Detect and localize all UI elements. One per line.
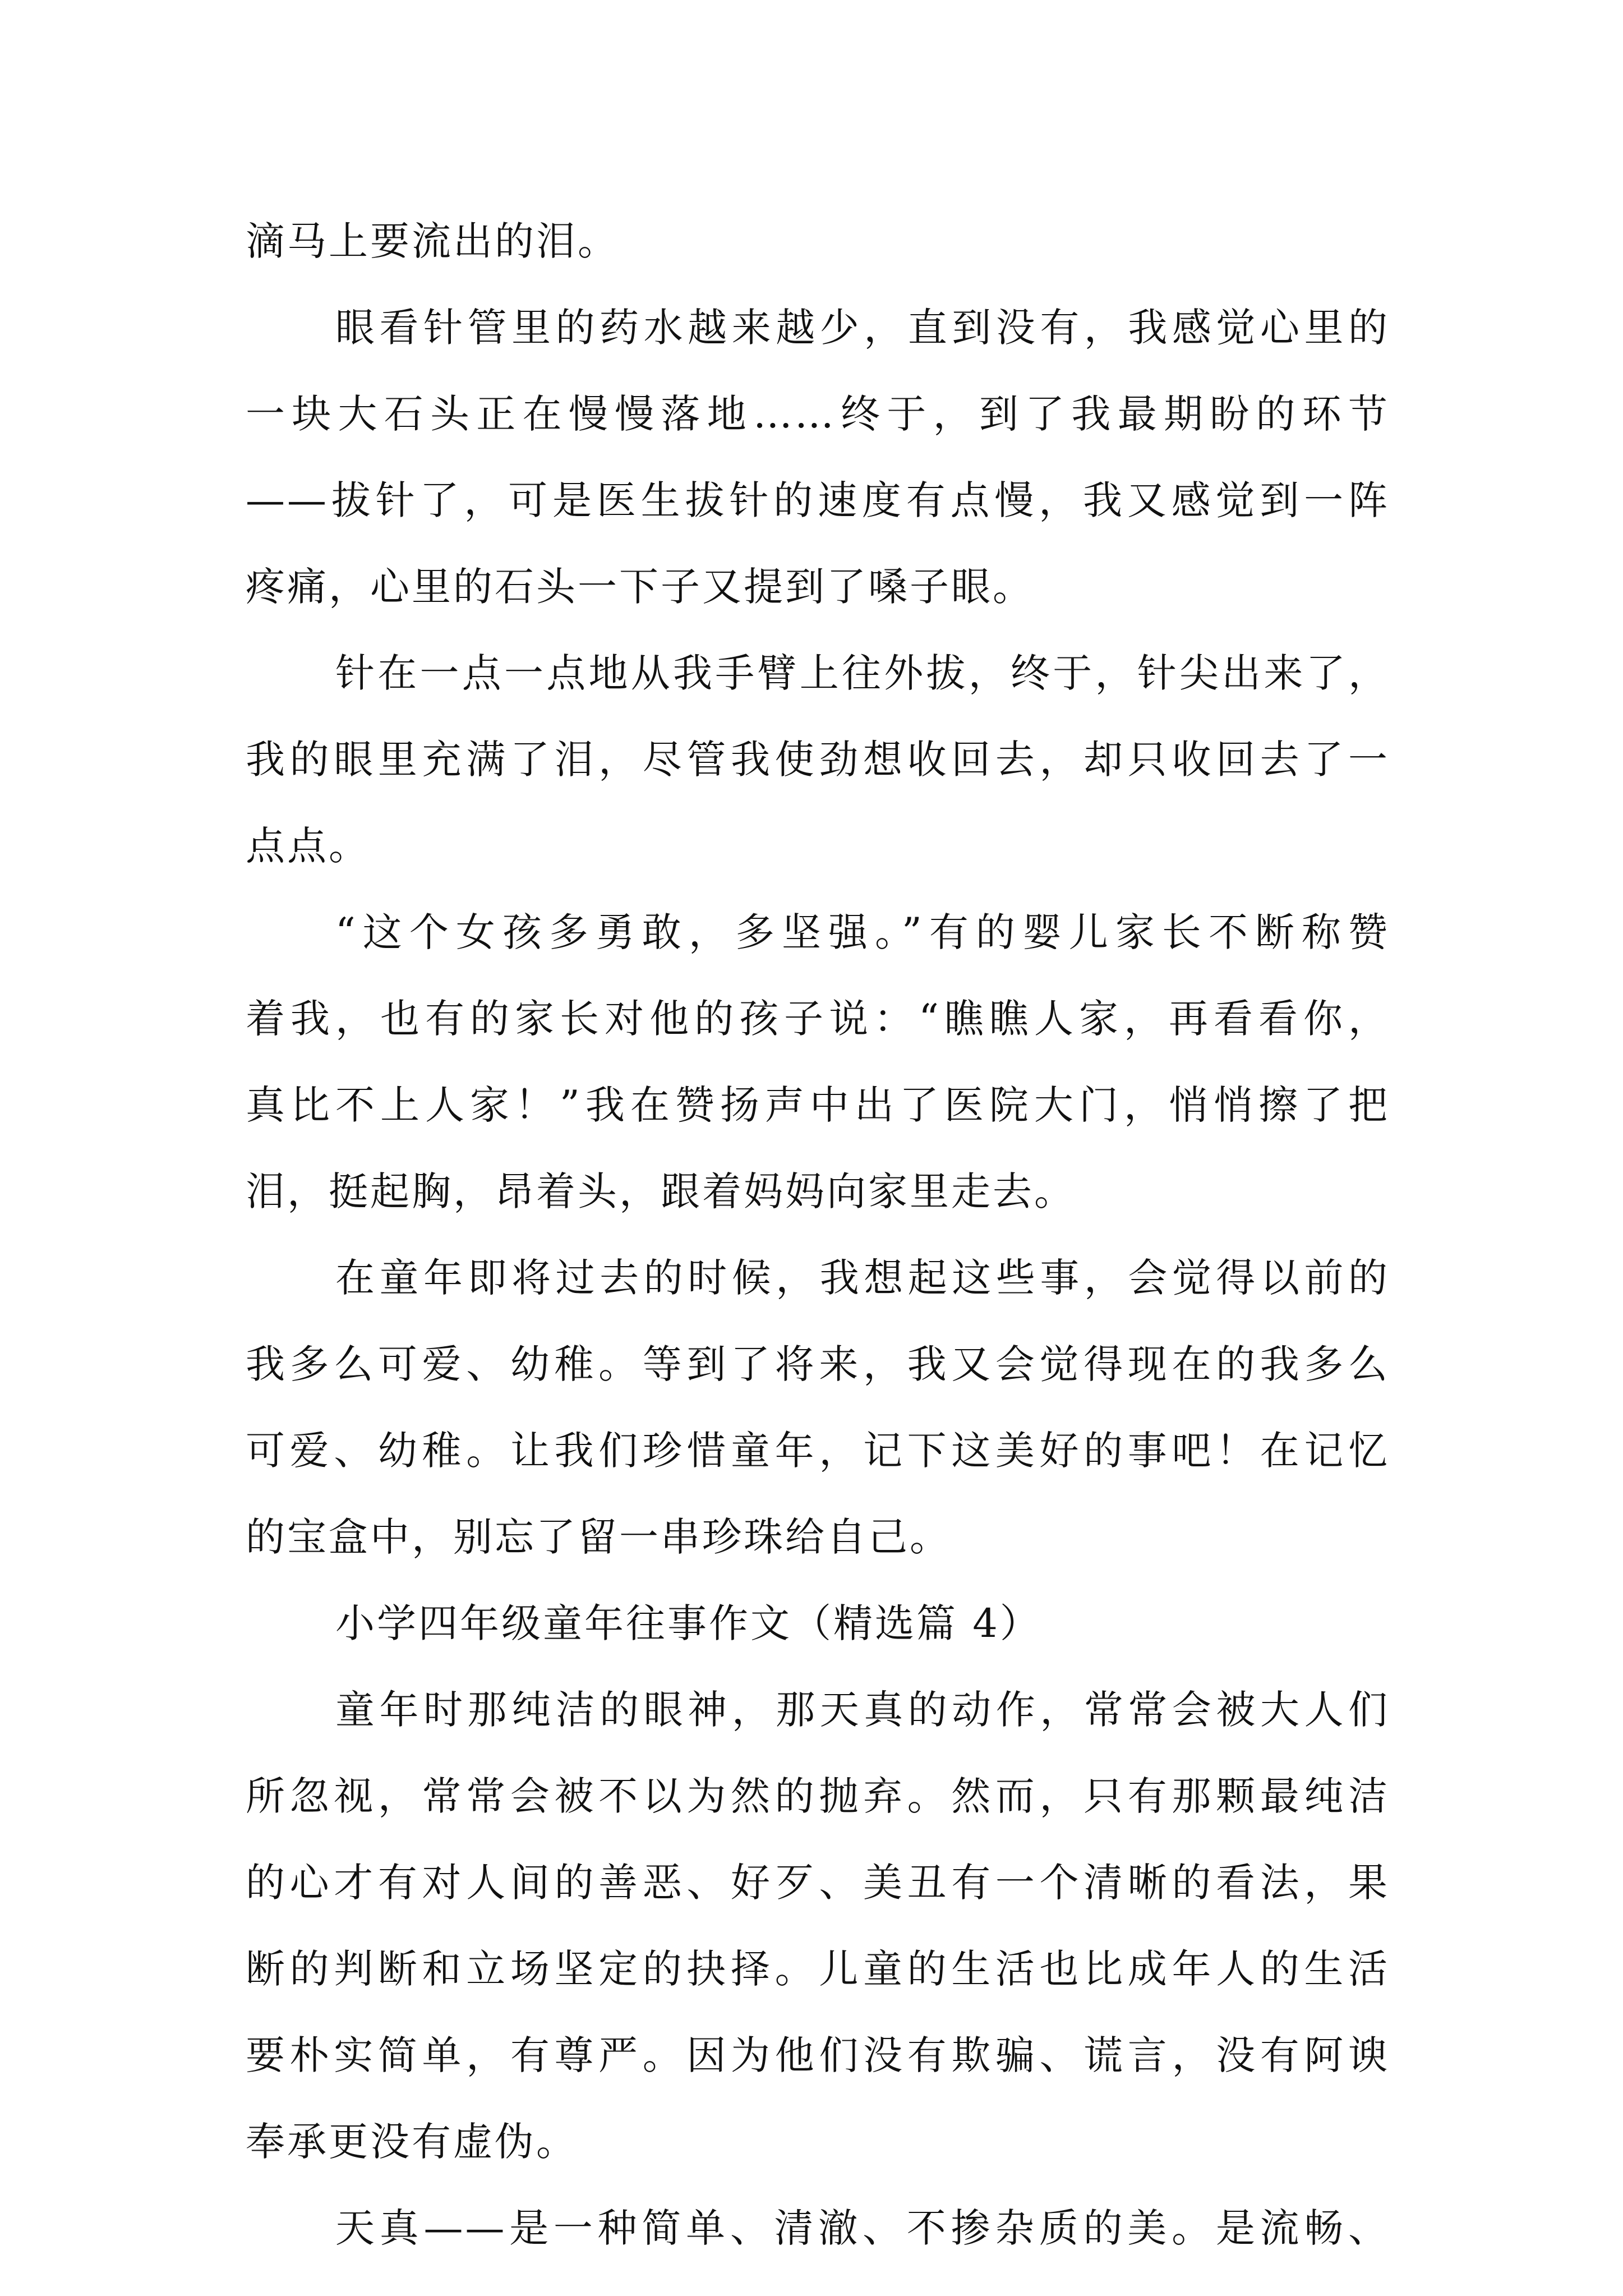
text-line: 着我，也有的家长对他的孩子说：“瞧瞧人家，再看看你，: [246, 996, 1390, 1042]
text-line: 的心才有对人间的善恶、好歹、美丑有一个清晰的看法，果: [246, 1860, 1390, 1906]
text-line: 童年时那纯洁的眼神，那天真的动作，常常会被大人们: [335, 1687, 1390, 1733]
text-line: “这个女孩多勇敢，多坚强。”有的婴儿家长不断称赞: [335, 909, 1390, 955]
text-line: 断的判断和立场坚定的抉择。儿童的生活也比成年人的生活: [246, 1946, 1390, 1992]
text-line: 我的眼里充满了泪，尽管我使劲想收回去，却只收回去了一: [246, 737, 1390, 783]
text-line: 滴马上要流出的泪。: [246, 218, 619, 264]
text-line: 奉承更没有虚伪。: [246, 2119, 578, 2165]
text-line: 针在一点一点地从我手臂上往外拔，终于，针尖出来了，: [335, 650, 1390, 696]
text-line: 所忽视，常常会被不以为然的抛弃。然而，只有那颗最纯洁: [246, 1773, 1390, 1819]
text-line: 可爱、幼稚。让我们珍惜童年，记下这美好的事吧！在记忆: [246, 1428, 1390, 1474]
text-line: 疼痛，心里的石头一下子又提到了嗓子眼。: [246, 564, 1034, 610]
text-line: 泪，挺起胸，昂着头，跟着妈妈向家里走去。: [246, 1168, 1076, 1214]
section-heading: 小学四年级童年往事作文（精选篇 4）: [335, 1600, 1041, 1646]
text-line: 点点。: [246, 823, 370, 869]
text-line: 要朴实简单，有尊严。因为他们没有欺骗、谎言，没有阿谀: [246, 2032, 1390, 2078]
text-line: 我多么可爱、幼稚。等到了将来，我又会觉得现在的我多么: [246, 1341, 1390, 1387]
text-line: 在童年即将过去的时候，我想起这些事，会觉得以前的: [335, 1255, 1390, 1301]
text-line: ——拔针了，可是医生拔针的速度有点慢，我又感觉到一阵: [246, 477, 1390, 523]
text-line: 真比不上人家！”我在赞扬声中出了医院大门，悄悄擦了把: [246, 1082, 1390, 1128]
text-line: 一块大石头正在慢慢落地……终于，到了我最期盼的环节: [246, 391, 1390, 437]
text-line: 眼看针管里的药水越来越少，直到没有，我感觉心里的: [335, 305, 1390, 351]
text-line: 的宝盒中，别忘了留一串珍珠给自己。: [246, 1514, 951, 1560]
text-line: 天真——是一种简单、清澈、不掺杂质的美。是流畅、: [335, 2205, 1390, 2251]
